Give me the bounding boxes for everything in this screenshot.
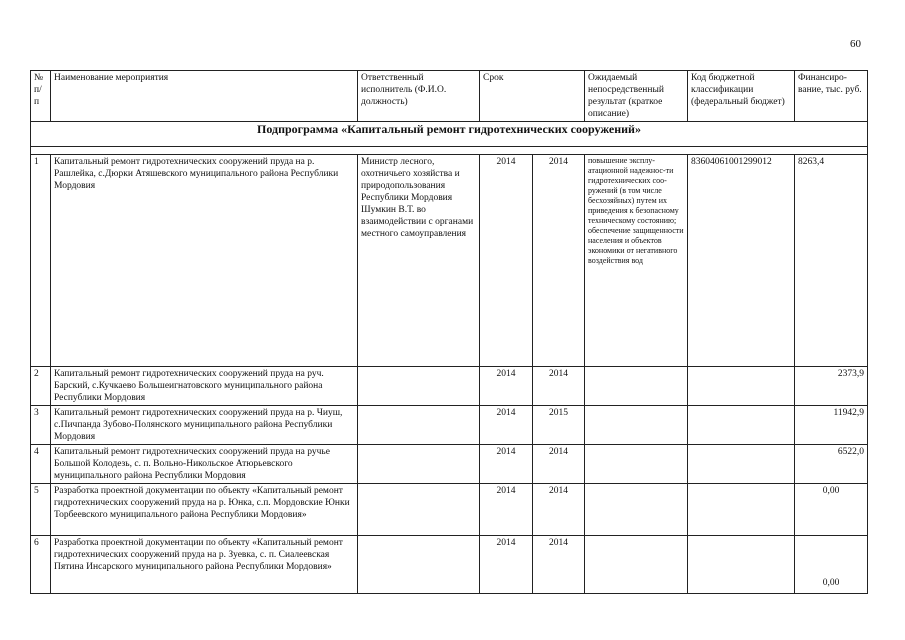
subprogram-title: Подпрограмма «Капитальный ремонт гидротехнических сооружений» <box>31 122 868 147</box>
row-finance: 0,00 <box>795 484 868 536</box>
row-executor <box>358 445 480 484</box>
row-num: 2 <box>31 367 51 406</box>
row-executor <box>358 406 480 445</box>
row-name: Разработка проектной документации по объекту «Капитальный ремонт гидротехнических сооружений пруда на р. Юнка, с.п. Мордовские Юнки Торбеевского муниципального района Республики Мордовия» <box>51 484 358 536</box>
row-name: Капитальный ремонт гидротехнических сооружений пруда на ручье Большой Колодезь, с. п. Вольно-Никольское Атюрьевского муниципального района Республики Мордовия <box>51 445 358 484</box>
row-end: 2014 <box>533 484 585 536</box>
row-start: 2014 <box>480 536 533 594</box>
row-result <box>585 445 688 484</box>
row-num: 1 <box>31 155 51 367</box>
row-finance: 2373,9 <box>795 367 868 406</box>
table-row <box>31 445 868 484</box>
row-name: Капитальный ремонт гидротехнических сооружений пруда на руч. Барский, с.Кучкаево Большеигнатовского муниципального района Республики Мордовия <box>51 367 358 406</box>
row-name: Капитальный ремонт гидротехнических сооружений пруда на р. Чиуш, с.Пичпанда Зубово-Полянского муниципального района Республики Мордовия <box>51 406 358 445</box>
row-name: Разработка проектной документации по объекту «Капитальный ремонт гидротехнических сооружений пруда на р. Зуевка, с. п. Сиалеевская Пятина Инсарского муниципального района Республики Мордовия» <box>51 536 358 594</box>
row-executor <box>358 484 480 536</box>
program-table <box>30 70 868 594</box>
header-code: Код бюджетной классификации (федеральный бюджет) <box>688 71 795 122</box>
row-result <box>585 536 688 594</box>
row-num: 4 <box>31 445 51 484</box>
row-start: 2014 <box>480 406 533 445</box>
row-end: 2014 <box>533 155 585 367</box>
row-code <box>688 367 795 406</box>
row-num: 6 <box>31 536 51 594</box>
row-result <box>585 406 688 445</box>
row-name: Капитальный ремонт гидротехнических сооружений пруда на р. Рашлейка, с.Дюрки Атяшевского муниципального района Республики Мордовия <box>51 155 358 367</box>
header-name: Наименование мероприятия <box>51 71 358 122</box>
row-end: 2014 <box>533 367 585 406</box>
row-executor <box>358 367 480 406</box>
header-result: Ожидаемый непосредственный результат (краткое описание) <box>585 71 688 122</box>
row-result: повышение эксплу-атационной надежнос-ти гидротехнических соо-ружений (в том числе бесхозяйных) путем их приведения к безопасному техническому состоянию; обеспечение защищенности населения и объектов экономики от негативного воздействия вод <box>585 155 688 367</box>
table-row <box>31 536 868 594</box>
row-code: 83604061001299012 <box>688 155 795 367</box>
row-finance: 8263,4 <box>795 155 868 367</box>
row-start: 2014 <box>480 155 533 367</box>
spacer-row <box>31 147 868 155</box>
row-code <box>688 445 795 484</box>
header-executor: Ответственный исполнитель (Ф.И.О. должность) <box>358 71 480 122</box>
table-row <box>31 367 868 406</box>
row-num: 3 <box>31 406 51 445</box>
row-end: 2014 <box>533 536 585 594</box>
row-start: 2014 <box>480 445 533 484</box>
row-finance: 0,00 <box>795 536 868 594</box>
table-row <box>31 155 868 367</box>
row-code <box>688 484 795 536</box>
row-start: 2014 <box>480 484 533 536</box>
row-finance: 6522,0 <box>795 445 868 484</box>
row-result <box>585 484 688 536</box>
subprogram-row <box>31 122 868 147</box>
page-number: 60 <box>850 38 861 50</box>
row-code <box>688 406 795 445</box>
row-code <box>688 536 795 594</box>
row-result <box>585 367 688 406</box>
row-num: 5 <box>31 484 51 536</box>
row-end: 2015 <box>533 406 585 445</box>
row-end: 2014 <box>533 445 585 484</box>
row-executor: Министр лесного, охотничьего хозяйства и природопользования Республики Мордовия Шумкин В.Т. во взаимодействии с органами местного самоуправления <box>358 155 480 367</box>
table-row <box>31 484 868 536</box>
table-row <box>31 406 868 445</box>
header-term: Срок <box>480 71 585 122</box>
row-finance: 11942,9 <box>795 406 868 445</box>
row-start: 2014 <box>480 367 533 406</box>
header-finance: Финансиро- вание, тыс. руб. <box>795 71 868 122</box>
table-header-row <box>31 71 868 122</box>
row-executor <box>358 536 480 594</box>
header-num: № п/ п <box>31 71 51 122</box>
